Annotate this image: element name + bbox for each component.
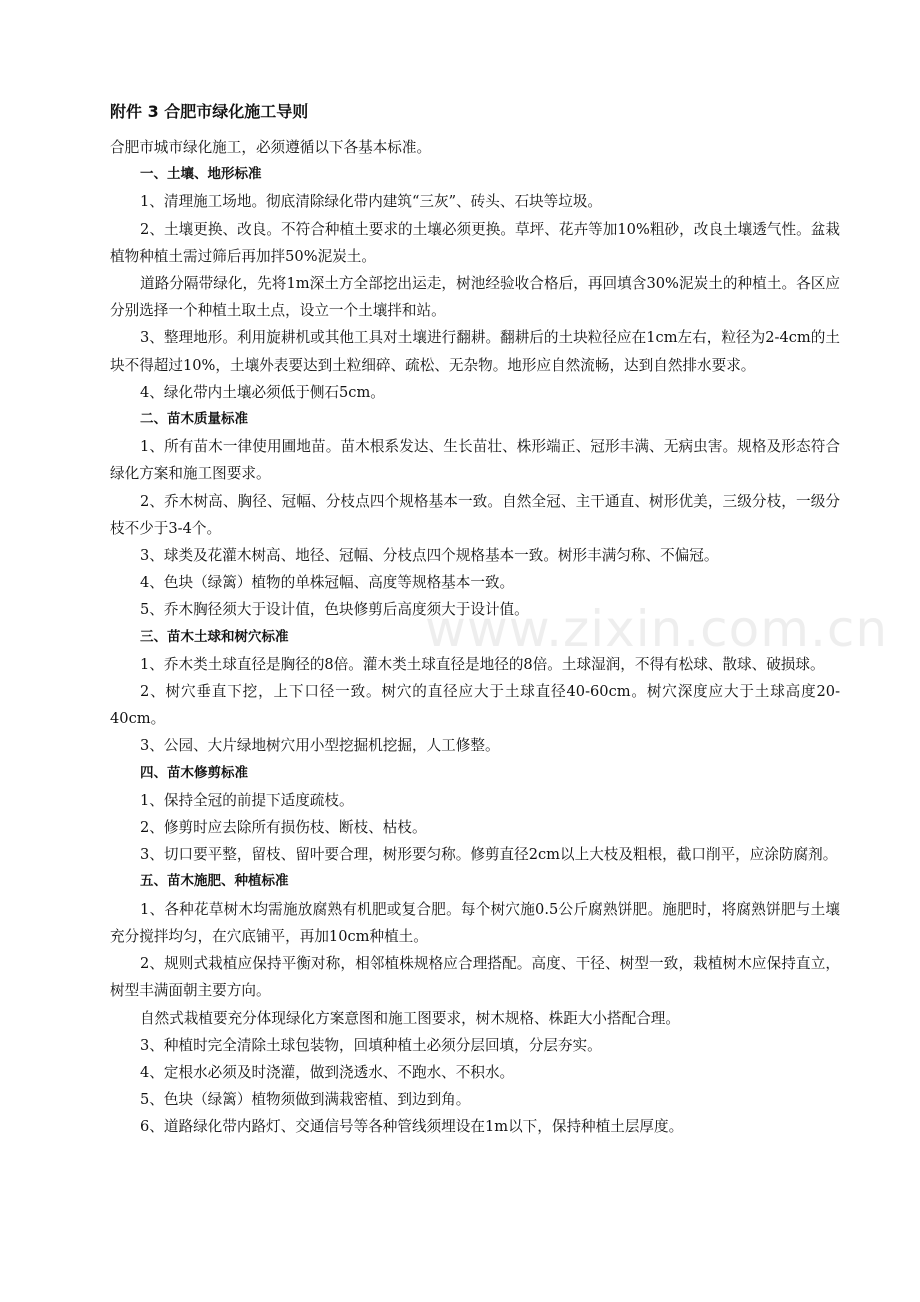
paragraph: 3、切口要平整，留枝、留叶要合理，树形要匀称。修剪直径2cm以上大枝及粗根，截口削平，应涂防腐剂。	[140, 846, 838, 864]
paragraph: 5、乔木胸径须大于设计值，色块修剪后高度须大于设计值。	[140, 601, 529, 619]
paragraph: 1、所有苗木一律使用圃地苗。苗木根系发达、生长苗壮、株形端正、冠形丰满、无病虫害。规格及形态符合绿化方案和施工图要求。	[110, 438, 840, 483]
paragraph: 3、公园、大片绿地树穴用小型挖掘机挖掘，人工修整。	[140, 737, 500, 755]
paragraph: 6、道路绿化带内路灯、交通信号等各种管线须埋设在1m以下，保持种植土层厚度。	[140, 1118, 684, 1136]
section-heading-root-ball: 三、苗木土球和树穴标准	[140, 628, 289, 645]
section-heading-soil: 一、土壤、地形标准	[140, 166, 262, 183]
document-title: 附件 3 合肥市绿化施工导则	[110, 102, 309, 121]
watermark: www.zixin.com.cn	[425, 600, 889, 658]
paragraph: 1、乔木类土球直径是胸径的8倍。灌木类土球直径是地径的8倍。土球湿润，不得有松球、散球、破损球。	[140, 655, 825, 673]
paragraph: 1、保持全冠的前提下适度疏枝。	[140, 791, 354, 809]
paragraph: 2、规则式栽植应保持平衡对称，相邻植株规格应合理搭配。高度、干径、树型一致，栽植树木应保持直立，树型丰满面朝主要方向。	[110, 955, 840, 1000]
section-heading-fertilizing-planting: 五、苗木施肥、种植标准	[140, 873, 289, 890]
paragraph: 4、色块（绿篱）植物的单株冠幅、高度等规格基本一致。	[140, 574, 515, 592]
paragraph: 3、整理地形。利用旋耕机或其他工具对土壤进行翻耕。翻耕后的土块粒径应在1cm左右，粒径为2-4cm的土块不得超过10%，土壤外表要达到土粒细碎、疏松、无杂物。地形应自然流畅，达到自然排水要求。	[110, 329, 840, 374]
paragraph: 3、球类及花灌木树高、地径、冠幅、分枝点四个规格基本一致。树形丰满匀称、不偏冠。	[140, 547, 719, 565]
paragraph: 3、种植时完全清除土球包装物，回填种植土必须分层回填，分层夯实。	[140, 1036, 602, 1054]
paragraph: 1、各种花草树木均需施放腐熟有机肥或复合肥。每个树穴施0.5公斤腐熟饼肥。施肥时，将腐熟饼肥与土壤充分搅拌均匀，在穴底铺平，再加10cm种植土。	[110, 900, 840, 945]
paragraph: 道路分隔带绿化，先将1m深土方全部挖出运走，树池经验收合格后，再回填含30%泥炭土的种植土。各区应分别选择一个种植土取土点，设立一个土壤拌和站。	[110, 275, 840, 320]
paragraph: 4、定根水必须及时浇灌，做到浇透水、不跑水、不积水。	[140, 1063, 515, 1081]
document-intro: 合肥市城市绿化施工，必须遵循以下各基本标准。	[110, 139, 432, 156]
paragraph: 2、修剪时应去除所有损伤枝、断枝、枯枝。	[140, 819, 427, 837]
section-heading-seedling-quality: 二、苗木质量标准	[140, 411, 248, 428]
paragraph: 5、色块（绿篱）植物须做到满栽密植、到边到角。	[140, 1091, 471, 1109]
paragraph: 自然式栽植要充分体现绿化方案意图和施工图要求，树木规格、株距大小搭配合理。	[140, 1009, 680, 1027]
paragraph: 2、土壤更换、改良。不符合种植土要求的土壤必须更换。草坪、花卉等加10%粗砂，改良土壤透气性。盆栽植物种植土需过筛后再加拌50%泥炭土。	[110, 220, 840, 265]
document-page	[110, 98, 840, 1141]
paragraph: 2、乔木树高、胸径、冠幅、分枝点四个规格基本一致。自然全冠、主干通直、树形优美，三级分枝，一级分枝不少于3-4个。	[110, 492, 840, 537]
section-heading-pruning: 四、苗木修剪标准	[140, 764, 248, 781]
paragraph: 4、绿化带内土壤必须低于侧石5cm。	[140, 383, 385, 401]
paragraph: 1、清理施工场地。彻底清除绿化带内建筑“三灰”、砖头、石块等垃圾。	[140, 193, 603, 211]
paragraph: 2、树穴垂直下挖，上下口径一致。树穴的直径应大于土球直径40-60cm。树穴深度应大于土球高度20-40cm。	[110, 683, 840, 728]
